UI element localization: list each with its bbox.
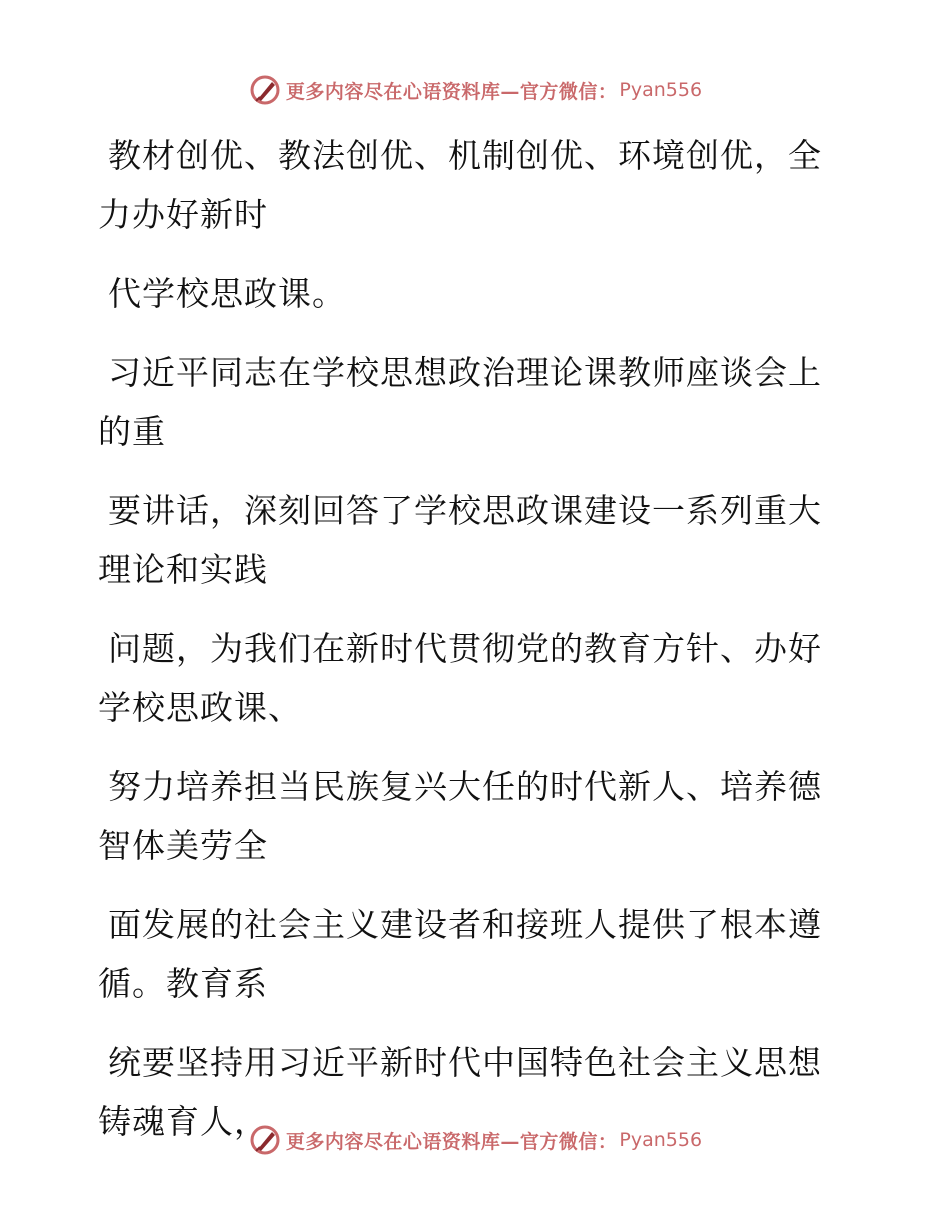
paragraph-6: 努力培养担当民族复兴大任的时代新人、培养德智体美劳全 xyxy=(98,767,822,865)
paragraph-5: 问题，为我们在新时代贯彻党的教育方针、办好学校思政课、 xyxy=(98,629,822,727)
quill-logo-icon xyxy=(248,1123,282,1157)
paragraph-3: 习近平同志在学校思想政治理论课教师座谈会上的重 xyxy=(98,353,822,451)
footer-watermark-banner xyxy=(0,1120,950,1160)
banner-wechat-id: Pyan556 xyxy=(619,1129,703,1151)
banner-text: 更多内容尽在心语资料库—官方微信： xyxy=(285,1130,618,1153)
paragraph-8: 统要坚持用习近平新时代中国特色社会主义思想铸魂育人， xyxy=(98,1043,822,1141)
quill-logo-icon xyxy=(248,73,282,107)
document-body xyxy=(98,126,838,1171)
paragraph-1: 教材创优、教法创优、机制创优、环境创优，全力办好新时 xyxy=(98,136,822,234)
paragraph-2: 代学校思政课。 xyxy=(108,274,346,313)
banner-text: 更多内容尽在心语资料库—官方微信： xyxy=(285,80,618,103)
paragraph-7: 面发展的社会主义建设者和接班人提供了根本遵循。教育系 xyxy=(98,905,822,1003)
banner-wechat-id: Pyan556 xyxy=(619,79,703,101)
header-watermark-banner xyxy=(0,70,950,110)
paragraph-4: 要讲话，深刻回答了学校思政课建设一系列重大理论和实践 xyxy=(98,491,822,589)
